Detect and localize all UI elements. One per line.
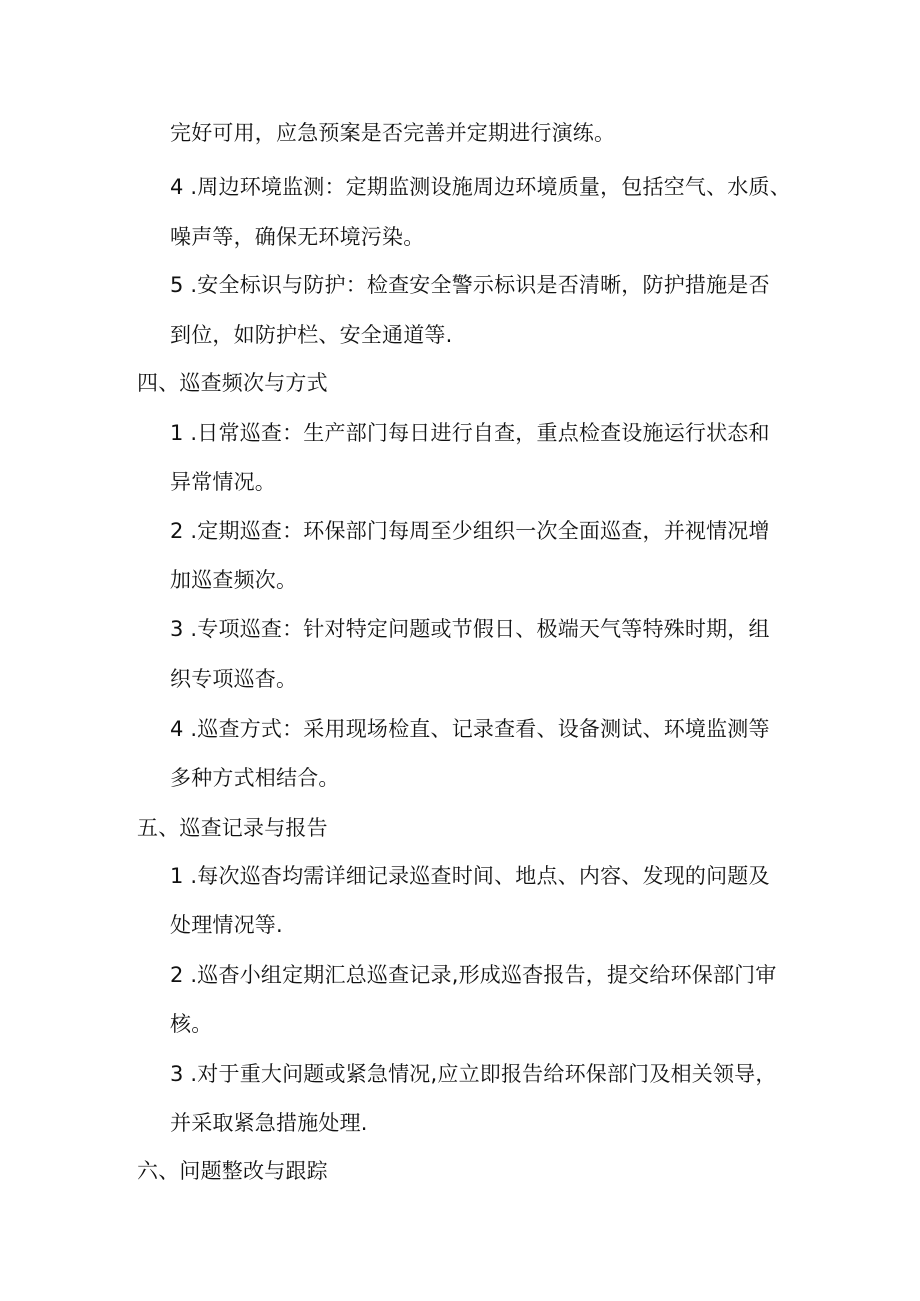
section-heading: 六、问题整改与跟踪 — [137, 1159, 328, 1183]
list-item-line: 并采取紧急措施处理. — [170, 1111, 368, 1135]
list-item-line: 5 .安全标识与防护：检查安全警示标识是否清晰，防护措施是否 — [170, 273, 770, 297]
list-item-line: 异常情况。 — [170, 470, 276, 494]
list-item-line: 4 .巡查方式：采用现场检直、记录查看、设备测试、环境监测等 — [170, 717, 770, 741]
list-item-line: 加巡查频次。 — [170, 568, 298, 592]
list-item-line: 4 .周边环境监测：定期监测设施周边环境质量，包括空气、水质、 — [170, 175, 791, 199]
list-item-line: 2 .巡杳小组定期汇总巡查记录,形成巡杳报告，提交给环保部门审 — [170, 963, 777, 987]
list-item-line: 3 .对于重大问题或紧急情况,应立即报告给环保部门及相关领导， — [170, 1062, 777, 1086]
section-heading: 五、巡查记录与报告 — [137, 816, 328, 840]
list-item-line: 织专项巡杳。 — [170, 667, 298, 691]
list-item-line: 到位，如防护栏、安全通道等. — [170, 323, 453, 347]
list-item-line: 核。 — [170, 1012, 213, 1036]
list-item-line: 多种方式相结合。 — [170, 766, 340, 790]
list-item-line: 处理情况等. — [170, 913, 283, 937]
paragraph-continuation: 完好可用，应急预案是否完善并定期进行演练。 — [170, 121, 616, 145]
list-item-line: 2 .定期巡查：环保部门每周至少组织一次全面巡查，并视情况增 — [170, 519, 770, 543]
list-item-line: 1 .每次巡杳均需详细记录巡查时间、地点、内容、发现的问题及 — [170, 864, 770, 888]
list-item-line: 噪声等，确保无环境污染。 — [170, 225, 425, 249]
list-item-line: 1 .日常巡查：生产部门每日进行自查，重点检查设施运行状态和 — [170, 421, 770, 445]
list-item-line: 3 .专项巡查：针对特定问题或节假日、极端天气等特殊时期，组 — [170, 617, 770, 641]
section-heading: 四、巡查频次与方式 — [137, 371, 328, 395]
